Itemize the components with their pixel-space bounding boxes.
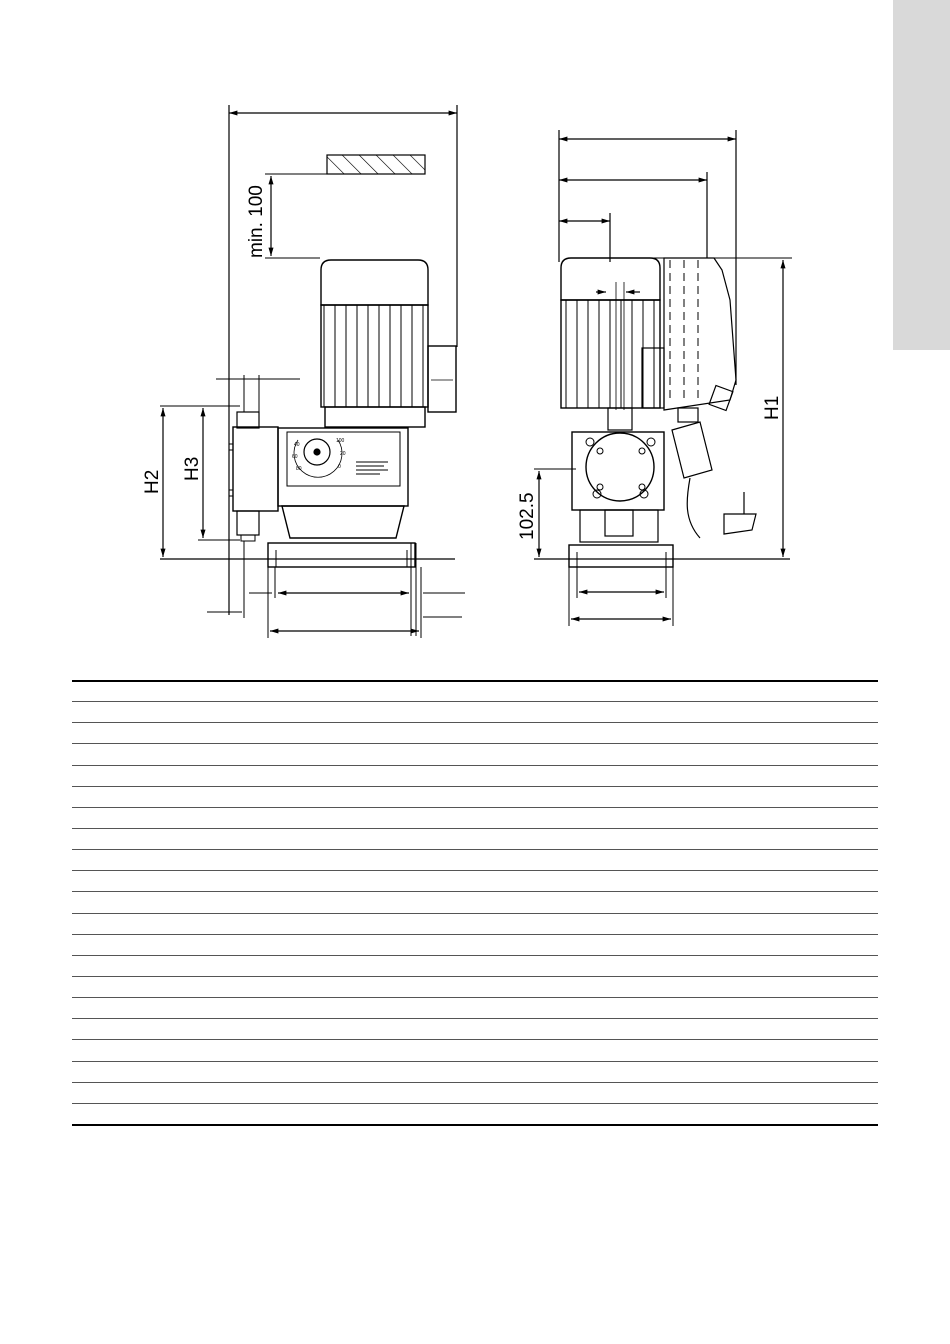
table-row-rule <box>72 1061 878 1062</box>
svg-text:100: 100 <box>336 438 345 444</box>
base-height-label: 102.5 <box>517 492 538 540</box>
motor-cap-side <box>561 258 660 300</box>
svg-text:40: 40 <box>294 442 300 448</box>
table-row-rule <box>72 891 878 892</box>
h2-label: H2 <box>142 469 163 494</box>
discharge-valve <box>237 511 259 535</box>
table-row-rule <box>72 1082 878 1083</box>
svg-text:20: 20 <box>340 451 346 457</box>
table-row-rule <box>72 743 878 744</box>
table-row-rule <box>72 849 878 850</box>
right-view <box>534 130 792 626</box>
svg-text:0: 0 <box>338 464 341 470</box>
svg-text:60: 60 <box>292 454 298 460</box>
pump-head-flange <box>586 433 654 501</box>
table-row-rule <box>72 807 878 808</box>
motor-body-side <box>561 300 660 408</box>
terminal-box <box>428 346 456 412</box>
h1-label: H1 <box>762 395 783 420</box>
table-top-rule <box>72 680 878 682</box>
table-row-rule <box>72 870 878 871</box>
table-row-rule <box>72 955 878 956</box>
clearance-hatch <box>327 155 425 174</box>
table-bottom-rule <box>72 1124 878 1126</box>
pump-foot-side <box>569 545 673 567</box>
valve-bottom <box>605 510 633 536</box>
table-row-rule <box>72 828 878 829</box>
min-clearance-label: min. 100 <box>246 185 267 258</box>
left-view <box>160 105 465 638</box>
table-row-rule <box>72 765 878 766</box>
h3-label: H3 <box>182 456 203 481</box>
cable-gland <box>724 514 756 534</box>
table-row-rule <box>72 786 878 787</box>
valve-top <box>608 408 632 430</box>
table-row-rule <box>72 1103 878 1104</box>
table-row-rule <box>72 934 878 935</box>
table-row-rule <box>72 1018 878 1019</box>
table-row-rule <box>72 976 878 977</box>
table-row-rule <box>72 701 878 702</box>
table-row-rule <box>72 722 878 723</box>
motor-cap <box>321 260 428 305</box>
motor-body <box>321 305 428 407</box>
suction-valve <box>237 412 259 428</box>
controller-box <box>664 258 736 410</box>
svg-text:80: 80 <box>296 466 302 472</box>
connector-plug <box>672 422 712 478</box>
gear-base <box>282 506 404 538</box>
table-row-rule <box>72 1039 878 1040</box>
table-row-rule <box>72 913 878 914</box>
table-row-rule <box>72 997 878 998</box>
dosing-head <box>233 427 278 511</box>
pump-foot <box>268 543 415 567</box>
